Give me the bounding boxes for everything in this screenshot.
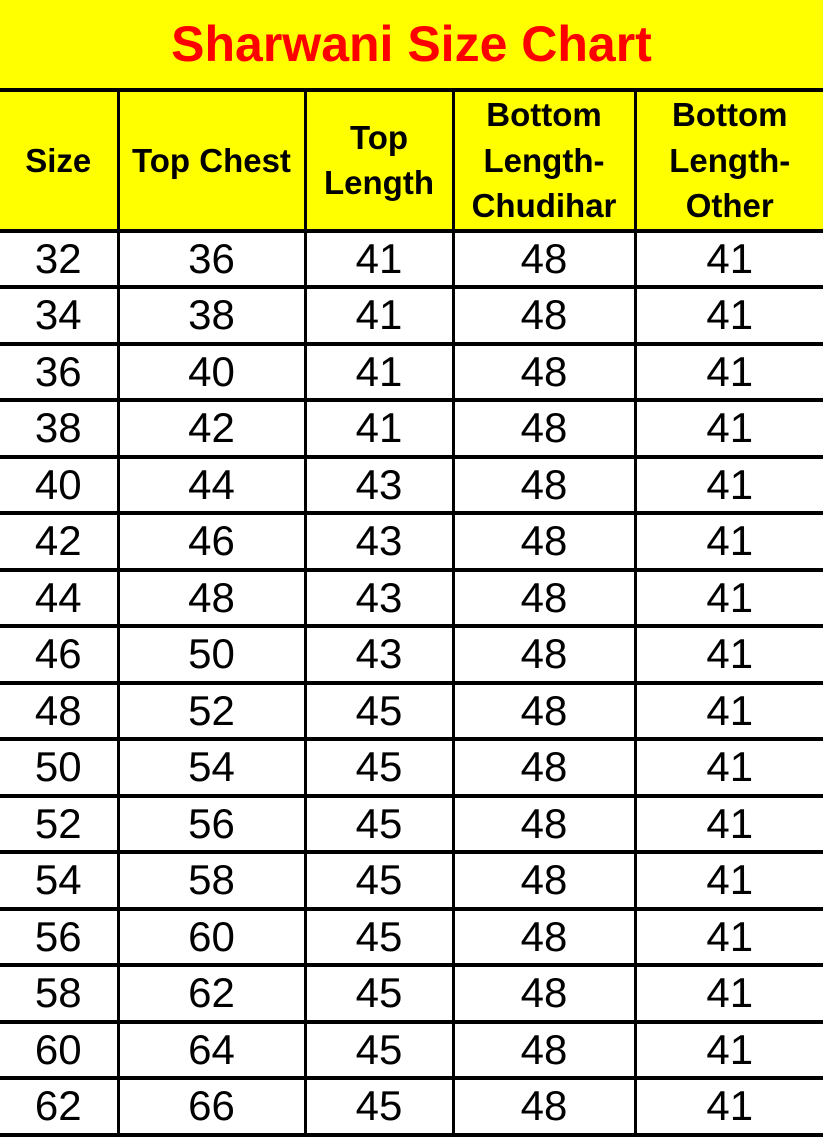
table-cell: 41 bbox=[635, 739, 823, 796]
table-cell: 42 bbox=[118, 400, 305, 457]
table-cell: 42 bbox=[0, 513, 118, 570]
table-row bbox=[0, 739, 823, 796]
table-cell: 43 bbox=[305, 513, 453, 570]
table-cell: 58 bbox=[0, 965, 118, 1022]
table-cell: 50 bbox=[0, 739, 118, 796]
table-cell: 48 bbox=[453, 400, 635, 457]
table-cell: 41 bbox=[635, 683, 823, 740]
header-cell-top-chest: Top Chest bbox=[118, 90, 305, 231]
table-row bbox=[0, 683, 823, 740]
table-cell: 48 bbox=[453, 513, 635, 570]
table-row bbox=[0, 570, 823, 627]
table-cell: 41 bbox=[635, 852, 823, 909]
table-cell: 41 bbox=[305, 231, 453, 288]
header-cell-bottom-length-chudihar: Bottom Length-Chudihar bbox=[453, 90, 635, 231]
table-cell: 48 bbox=[453, 570, 635, 627]
table-row bbox=[0, 231, 823, 288]
table-cell: 41 bbox=[635, 1078, 823, 1135]
table-cell: 41 bbox=[635, 457, 823, 514]
table-cell: 38 bbox=[118, 287, 305, 344]
table-cell: 62 bbox=[0, 1078, 118, 1135]
table-cell: 45 bbox=[305, 1022, 453, 1079]
table-cell: 45 bbox=[305, 852, 453, 909]
table-row bbox=[0, 513, 823, 570]
table-cell: 48 bbox=[453, 1022, 635, 1079]
table-cell: 54 bbox=[118, 739, 305, 796]
table-cell: 41 bbox=[635, 965, 823, 1022]
table-cell: 48 bbox=[453, 1078, 635, 1135]
header-cell-bottom-length-other: Bottom Length-Other bbox=[635, 90, 823, 231]
table-cell: 45 bbox=[305, 1078, 453, 1135]
table-row bbox=[0, 965, 823, 1022]
table-cell: 41 bbox=[635, 909, 823, 966]
table-cell: 48 bbox=[118, 570, 305, 627]
table-cell: 48 bbox=[453, 287, 635, 344]
table-cell: 43 bbox=[305, 626, 453, 683]
table-row bbox=[0, 1022, 823, 1079]
table-cell: 60 bbox=[0, 1022, 118, 1079]
header-cell-size: Size bbox=[0, 90, 118, 231]
table-cell: 48 bbox=[453, 739, 635, 796]
table-body bbox=[0, 231, 823, 1135]
table-cell: 66 bbox=[118, 1078, 305, 1135]
table-cell: 64 bbox=[118, 1022, 305, 1079]
table-cell: 32 bbox=[0, 231, 118, 288]
table-cell: 41 bbox=[635, 513, 823, 570]
table-cell: 44 bbox=[118, 457, 305, 514]
table-header bbox=[0, 90, 823, 231]
table-cell: 46 bbox=[118, 513, 305, 570]
table-cell: 43 bbox=[305, 457, 453, 514]
table-cell: 40 bbox=[118, 344, 305, 401]
table-cell: 41 bbox=[635, 287, 823, 344]
table-cell: 41 bbox=[635, 1022, 823, 1079]
table-cell: 56 bbox=[118, 796, 305, 853]
table-row bbox=[0, 344, 823, 401]
table-cell: 48 bbox=[453, 909, 635, 966]
table-cell: 45 bbox=[305, 739, 453, 796]
table-cell: 41 bbox=[305, 287, 453, 344]
table-cell: 45 bbox=[305, 965, 453, 1022]
table-cell: 41 bbox=[305, 400, 453, 457]
table-cell: 50 bbox=[118, 626, 305, 683]
table-cell: 48 bbox=[453, 683, 635, 740]
title-banner bbox=[0, 0, 823, 88]
page-title: Sharwani Size Chart bbox=[171, 16, 652, 72]
table-cell: 41 bbox=[635, 344, 823, 401]
table-cell: 43 bbox=[305, 570, 453, 627]
table-cell: 48 bbox=[453, 852, 635, 909]
table-cell: 48 bbox=[453, 344, 635, 401]
table-cell: 56 bbox=[0, 909, 118, 966]
table-cell: 41 bbox=[635, 570, 823, 627]
table-row bbox=[0, 852, 823, 909]
table-cell: 45 bbox=[305, 796, 453, 853]
table-cell: 41 bbox=[635, 400, 823, 457]
table-cell: 44 bbox=[0, 570, 118, 627]
table-cell: 41 bbox=[635, 626, 823, 683]
table-cell: 60 bbox=[118, 909, 305, 966]
table-row bbox=[0, 287, 823, 344]
table-cell: 52 bbox=[118, 683, 305, 740]
table-cell: 34 bbox=[0, 287, 118, 344]
table-cell: 46 bbox=[0, 626, 118, 683]
table-cell: 38 bbox=[0, 400, 118, 457]
header-row bbox=[0, 90, 823, 231]
table-cell: 45 bbox=[305, 909, 453, 966]
table-cell: 48 bbox=[453, 965, 635, 1022]
table-row bbox=[0, 400, 823, 457]
table-cell: 48 bbox=[453, 626, 635, 683]
table-cell: 48 bbox=[453, 796, 635, 853]
table-cell: 48 bbox=[453, 457, 635, 514]
table-row bbox=[0, 909, 823, 966]
table-cell: 36 bbox=[0, 344, 118, 401]
table-cell: 48 bbox=[0, 683, 118, 740]
table-row bbox=[0, 796, 823, 853]
header-cell-top-length: Top Length bbox=[305, 90, 453, 231]
table-cell: 41 bbox=[635, 231, 823, 288]
table-cell: 40 bbox=[0, 457, 118, 514]
table-cell: 45 bbox=[305, 683, 453, 740]
table-row bbox=[0, 457, 823, 514]
table-cell: 36 bbox=[118, 231, 305, 288]
table-cell: 48 bbox=[453, 231, 635, 288]
table-cell: 58 bbox=[118, 852, 305, 909]
table-cell: 52 bbox=[0, 796, 118, 853]
size-chart-table bbox=[0, 88, 823, 1137]
table-cell: 54 bbox=[0, 852, 118, 909]
table-cell: 62 bbox=[118, 965, 305, 1022]
table-cell: 41 bbox=[305, 344, 453, 401]
table-cell: 41 bbox=[635, 796, 823, 853]
table-row bbox=[0, 626, 823, 683]
table-row bbox=[0, 1078, 823, 1135]
